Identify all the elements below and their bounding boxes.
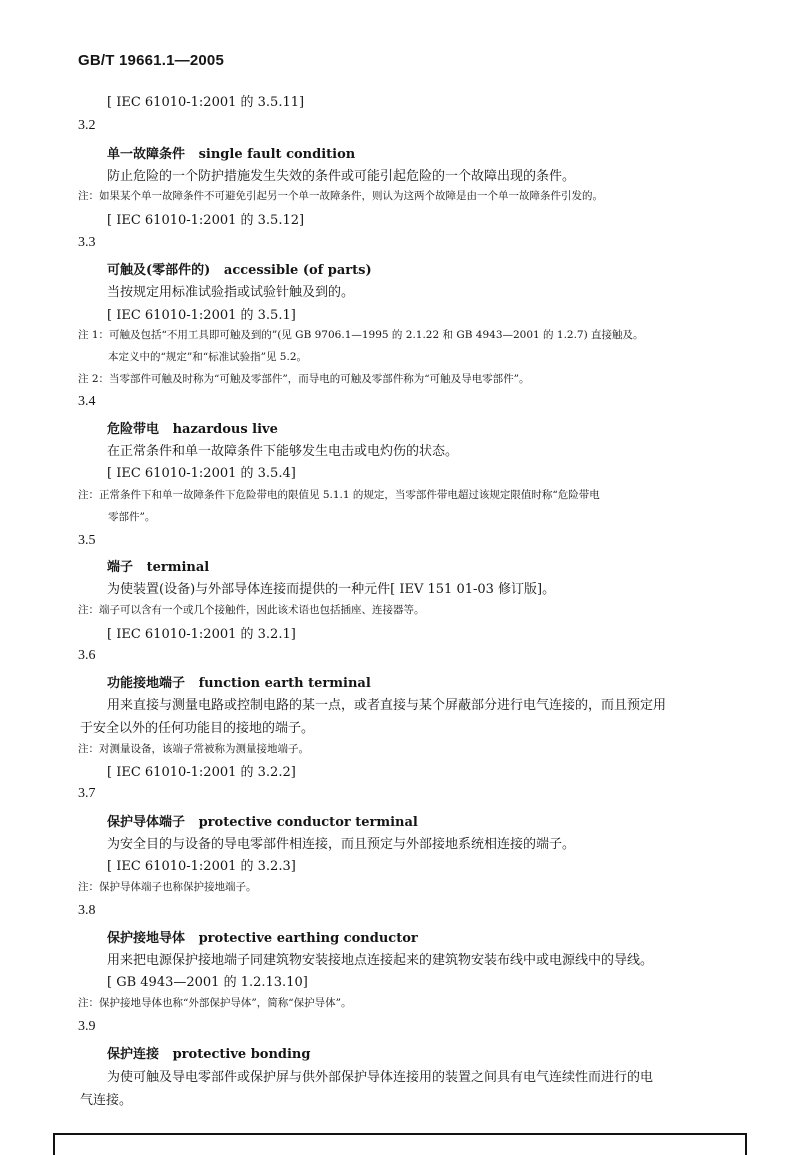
term-chinese: 保护连接 (107, 1047, 160, 1062)
term-english: accessible (of parts) (223, 263, 372, 278)
section-number: 3.6 (78, 648, 96, 663)
reference: [ GB 4943—2001 的 1.2.13.10] (107, 975, 308, 990)
note: 注：保护接地导体也称“外部保护导体”，简称“保护导体”。 (78, 997, 352, 1009)
section-number: 3.3 (78, 235, 96, 250)
term-line (107, 259, 372, 278)
term-chinese: 可触及(零部件的) (107, 263, 211, 278)
definition-line: 为使可触及导电零部件或保护屏与供外部保护导体连接用的装置之间具有电气连续性而进行的电 (107, 1070, 654, 1085)
reference: [ IEC 61010-1:2001 的 3.2.2] (107, 765, 296, 780)
note: 注 1：可触及包括“不用工具即可触及到的”(见 GB 9706.1—1995 的 2.1.22 和 GB 4943—2001 的 1.2.7) 直接触及。 (78, 329, 644, 341)
section-number: 3.7 (78, 786, 96, 801)
reference: [ IEC 61010-1:2001 的 3.5.12] (107, 213, 305, 228)
note: 注：如果某个单一故障条件不可避免引起另一个单一故障条件，则认为这两个故障是由一个单一故障条件引发的。 (78, 190, 603, 202)
section-number: 3.4 (78, 394, 96, 409)
term-english: protective earthing conductor (198, 931, 418, 946)
note: 注 2：当零部件可触及时称为“可触及零部件”，而导电的可触及零部件称为“可触及导电零部件”。 (78, 373, 530, 385)
reference: [ IEC 61010-1:2001 的 3.2.1] (107, 627, 296, 642)
term-line (107, 927, 418, 946)
section-number: 3.9 (78, 1019, 96, 1034)
term-english: terminal (146, 560, 210, 575)
term-english: protective bonding (172, 1047, 311, 1062)
term-chinese: 单一故障条件 (107, 147, 186, 162)
section-number: 3.5 (78, 533, 96, 548)
note-continuation: 本定义中的“规定”和“标准试验指”见 5.2。 (108, 351, 308, 363)
term-chinese: 危险带电 (107, 422, 160, 437)
standard-number: GB/T 19661.1—2005 (78, 52, 224, 69)
definition-line: 气连接。 (80, 1093, 133, 1108)
term-chinese: 保护接地导体 (107, 931, 186, 946)
definition: 为安全目的与设备的导电零部件相连接，而且预定与外部接地系统相连接的端子。 (107, 837, 576, 852)
term-line (107, 811, 418, 830)
note: 注：端子可以含有一个或几个接触件，因此该术语也包括插座、连接器等。 (78, 604, 425, 616)
term-line (107, 1043, 310, 1062)
term-chinese: 端子 (107, 560, 134, 575)
note: 注：正常条件下和单一故障条件下危险带电的限值见 5.1.1 的规定，当零部件带电超过该规定限值时称“危险带电 (78, 489, 600, 501)
term-line (107, 556, 209, 575)
note: 注：对测量设备，该端子常被称为测量接地端子。 (78, 743, 309, 755)
term-english: function earth terminal (198, 676, 371, 691)
section-number: 3.8 (78, 903, 96, 918)
reference-line: [ IEC 61010-1:2001 的 3.5.11] (107, 95, 305, 110)
definition: 为使装置(设备)与外部导体连接而提供的一种元件[ IEV 151 01-03 修订版]。 (107, 582, 556, 597)
reference: [ IEC 61010-1:2001 的 3.5.4] (107, 466, 296, 481)
definition: 当按规定用标准试验指或试验针触及到的。 (107, 285, 355, 300)
note-continuation: 零部件”。 (108, 511, 156, 523)
term-english: single fault condition (198, 147, 356, 162)
note: 注：保护导体端子也称保护接地端子。 (78, 881, 257, 893)
term-line (107, 418, 278, 437)
definition-line: 用来直接与测量电路或控制电路的某一点，或者直接与某个屏蔽部分进行电气连接的，而且预定用 (107, 698, 667, 713)
page-bottom-border (53, 1133, 747, 1155)
definition-line: 于安全以外的任何功能目的接地的端子。 (80, 721, 315, 736)
term-line (107, 143, 355, 162)
reference: [ IEC 61010-1:2001 的 3.5.1] (107, 308, 296, 323)
definition: 防止危险的一个防护措施发生失效的条件或可能引起危险的一个故障出现的条件。 (107, 169, 576, 184)
term-english: hazardous live (172, 422, 278, 437)
section-number: 3.2 (78, 118, 96, 133)
definition: 用来把电源保护接地端子同建筑物安装接地点连接起来的建筑物安装布线中或电源线中的导线。 (107, 953, 654, 968)
term-line (107, 672, 371, 691)
definition: 在正常条件和单一故障条件下能够发生电击或电灼伤的状态。 (107, 444, 459, 459)
term-chinese: 功能接地端子 (107, 676, 186, 691)
term-chinese: 保护导体端子 (107, 815, 186, 830)
reference: [ IEC 61010-1:2001 的 3.2.3] (107, 859, 296, 874)
term-english: protective conductor terminal (198, 815, 418, 830)
